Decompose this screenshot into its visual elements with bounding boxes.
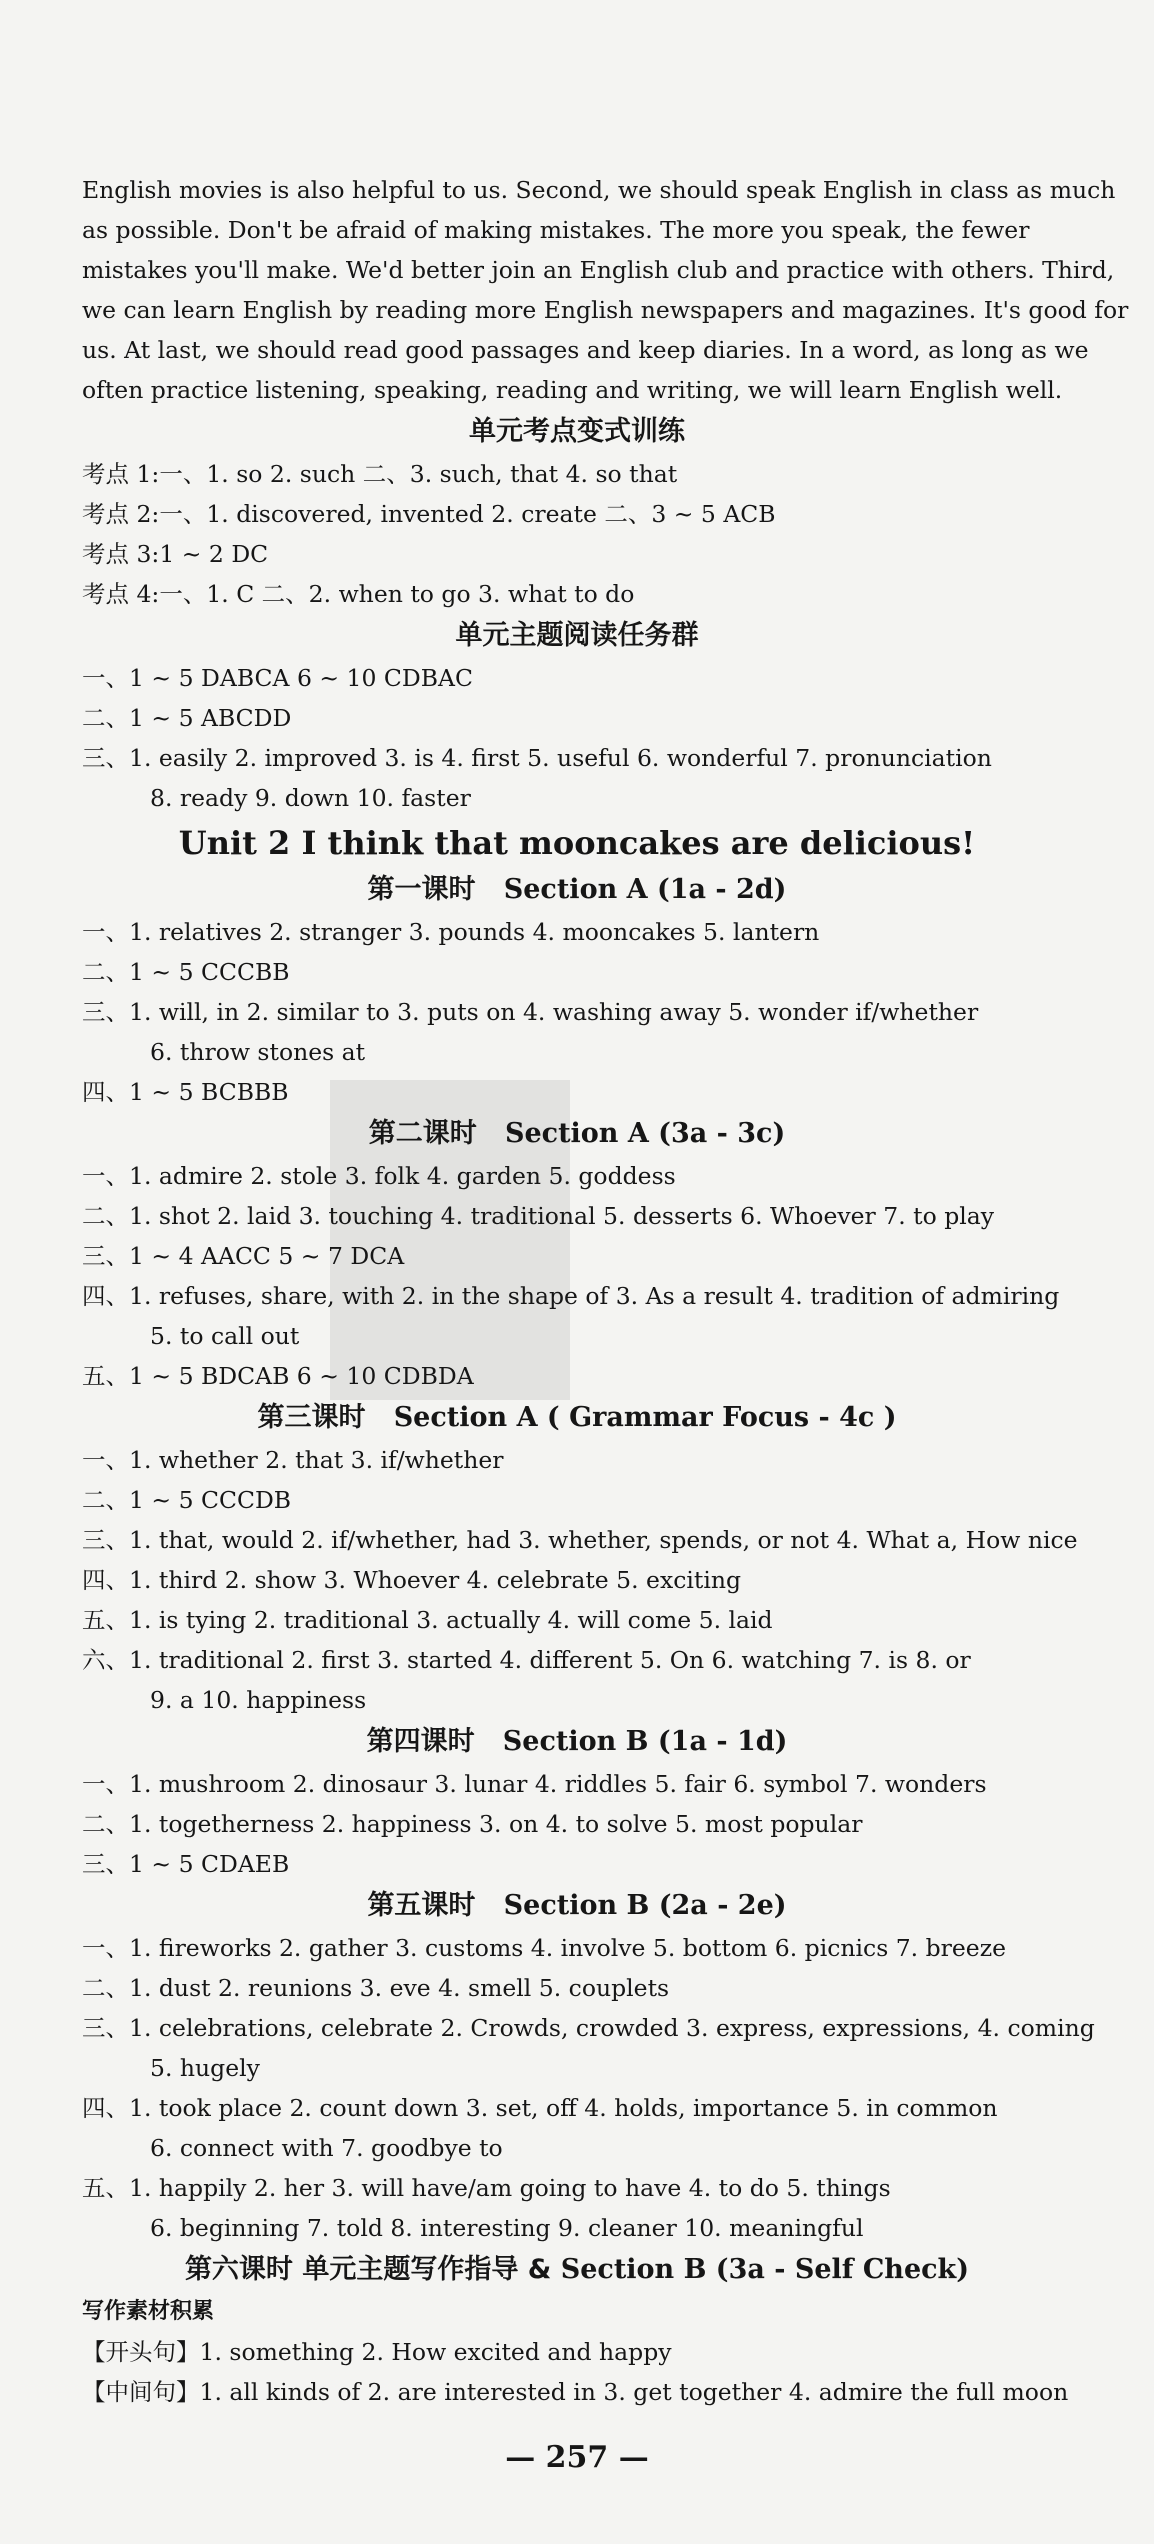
intro-line: we can learn English by reading more English newspapers and magazines. It's good for xyxy=(82,296,1129,324)
page-number: — 257 — xyxy=(505,2440,649,2475)
answer-line: 四、1. third 2. show 3. Whoever 4. celebrate 5. exciting xyxy=(82,1566,742,1594)
answer-line: 考点 1:一、1. so 2. such 二、3. such, that 4. so that xyxy=(82,460,678,488)
answer-line: 二、1. dust 2. reunions 3. eve 4. smell 5. couplets xyxy=(82,1974,670,2002)
intro-paragraph xyxy=(82,170,1129,410)
section-heading-kaodian: 单元考点变式训练 xyxy=(469,416,685,447)
answer-line: 一、1. fireworks 2. gather 3. customs 4. involve 5. bottom 6. picnics 7. breeze xyxy=(82,1934,1006,1962)
answer-line: 三、1. celebrations, celebrate 2. Crowds, crowded 3. express, expressions, 4. coming xyxy=(82,2014,1095,2042)
answer-line: 二、1. togetherness 2. happiness 3. on 4. to solve 5. most popular xyxy=(82,1810,863,1838)
answer-line: 5. to call out xyxy=(150,1322,300,1350)
answer-line: 六、1. traditional 2. first 3. started 4. different 5. On 6. watching 7. is 8. or xyxy=(82,1646,971,1674)
answer-line: 9. a 10. happiness xyxy=(150,1686,367,1714)
lesson-heading xyxy=(82,1112,1072,1156)
answer-line: 四、1. refuses, share, with 2. in the shape of 3. As a result 4. tradition of admiring xyxy=(82,1282,1060,1310)
lesson-heading-cn: 第四课时 xyxy=(366,1726,475,1757)
answer-line: 五、1 ~ 5 BDCAB 6 ~ 10 CDBDA xyxy=(82,1362,474,1390)
answer-line: 二、1. shot 2. laid 3. touching 4. traditional 5. desserts 6. Whoever 7. to play xyxy=(82,1202,995,1230)
answer-line: 一、1. mushroom 2. dinosaur 3. lunar 4. riddles 5. fair 6. symbol 7. wonders xyxy=(82,1770,987,1798)
sub-heading: 写作素材积累 xyxy=(82,2299,215,2324)
intro-line: us. At last, we should read good passages and keep diaries. In a word, as long as we xyxy=(82,336,1089,364)
answer-line: 考点 4:一、1. C 二、2. when to go 3. what to do xyxy=(82,580,635,608)
answer-line: 一、1. relatives 2. stranger 3. pounds 4. mooncakes 5. lantern xyxy=(82,918,820,946)
answer-line: 6. beginning 7. told 8. interesting 9. cleaner 10. meaningful xyxy=(150,2214,864,2242)
section-heading-yuedu: 单元主题阅读任务群 xyxy=(455,620,699,651)
answer-line: 五、1. is tying 2. traditional 3. actually 4. will come 5. laid xyxy=(82,1606,773,1634)
lesson-heading-en: Section A ( Grammar Focus - 4c ) xyxy=(393,1402,897,1433)
lesson-heading-en: Section B (3a - Self Check) xyxy=(560,2254,970,2285)
answer-line: 二、1 ~ 5 ABCDD xyxy=(82,704,292,732)
lesson-heading xyxy=(82,2248,1072,2292)
answer-line: 考点 3:1 ~ 2 DC xyxy=(82,540,269,568)
answer-line: 三、1. easily 2. improved 3. is 4. first 5. useful 6. wonderful 7. pronunciation xyxy=(82,744,992,772)
lesson-heading-en: Section A (1a - 2d) xyxy=(503,874,787,905)
answer-line: 考点 2:一、1. discovered, invented 2. create 二、3 ~ 5 ACB xyxy=(82,500,776,528)
lesson-heading xyxy=(82,1884,1072,1928)
answer-line: 一、1. admire 2. stole 3. folk 4. garden 5. goddess xyxy=(82,1162,676,1190)
lesson-heading xyxy=(82,1720,1072,1764)
answer-line: 一、1. whether 2. that 3. if/whether xyxy=(82,1446,504,1474)
answer-line: 5. hugely xyxy=(150,2054,260,2082)
answer-line: 二、1 ~ 5 CCCDB xyxy=(82,1486,292,1514)
answer-line: 三、1. that, would 2. if/whether, had 3. whether, spends, or not 4. What a, How nice xyxy=(82,1526,1078,1554)
lesson-heading-cn: 第六课时 单元主题写作指导 & xyxy=(184,2254,552,2285)
answer-line: 【中间句】1. all kinds of 2. are interested in 3. get together 4. admire the full moon xyxy=(82,2378,1069,2406)
unit-title: Unit 2 I think that mooncakes are delicious! xyxy=(178,824,976,862)
lesson-heading-cn: 第三课时 xyxy=(257,1402,366,1433)
answer-line: 【开头句】1. something 2. How excited and happy xyxy=(82,2338,672,2366)
answer-content xyxy=(82,170,1129,2412)
answer-line: 8. ready 9. down 10. faster xyxy=(150,784,471,812)
answer-line: 三、1. will, in 2. similar to 3. puts on 4. washing away 5. wonder if/whether xyxy=(82,998,979,1026)
answer-line: 四、1 ~ 5 BCBBB xyxy=(82,1078,289,1106)
lesson-heading-cn: 第二课时 xyxy=(368,1118,477,1149)
answer-line: 三、1 ~ 5 CDAEB xyxy=(82,1850,290,1878)
answer-line: 6. connect with 7. goodbye to xyxy=(150,2134,503,2162)
lesson-heading xyxy=(82,868,1072,912)
answer-line: 四、1. took place 2. count down 3. set, off 4. holds, importance 5. in common xyxy=(82,2094,998,2122)
lesson-heading xyxy=(82,1396,1072,1440)
intro-line: often practice listening, speaking, reading and writing, we will learn English well. xyxy=(82,376,1063,404)
answer-line: 五、1. happily 2. her 3. will have/am going to have 4. to do 5. things xyxy=(82,2174,891,2202)
intro-line: as possible. Don't be afraid of making mistakes. The more you speak, the fewer xyxy=(82,216,1030,244)
lesson-heading-en: Section B (1a - 1d) xyxy=(502,1726,788,1757)
answer-line: 二、1 ~ 5 CCCBB xyxy=(82,958,290,986)
lesson-heading-cn: 第一课时 xyxy=(367,874,476,905)
intro-line: English movies is also helpful to us. Second, we should speak English in class as much xyxy=(82,176,1116,204)
answer-line: 一、1 ~ 5 DABCA 6 ~ 10 CDBAC xyxy=(82,664,473,692)
intro-line: mistakes you'll make. We'd better join an English club and practice with others. Third, xyxy=(82,256,1115,284)
lesson-heading-cn: 第五课时 xyxy=(367,1890,476,1921)
lesson-heading-en: Section B (2a - 2e) xyxy=(503,1890,787,1921)
lesson-heading-en: Section A (3a - 3c) xyxy=(504,1118,786,1149)
answer-line: 6. throw stones at xyxy=(150,1038,366,1066)
answer-line: 三、1 ~ 4 AACC 5 ~ 7 DCA xyxy=(82,1242,405,1270)
